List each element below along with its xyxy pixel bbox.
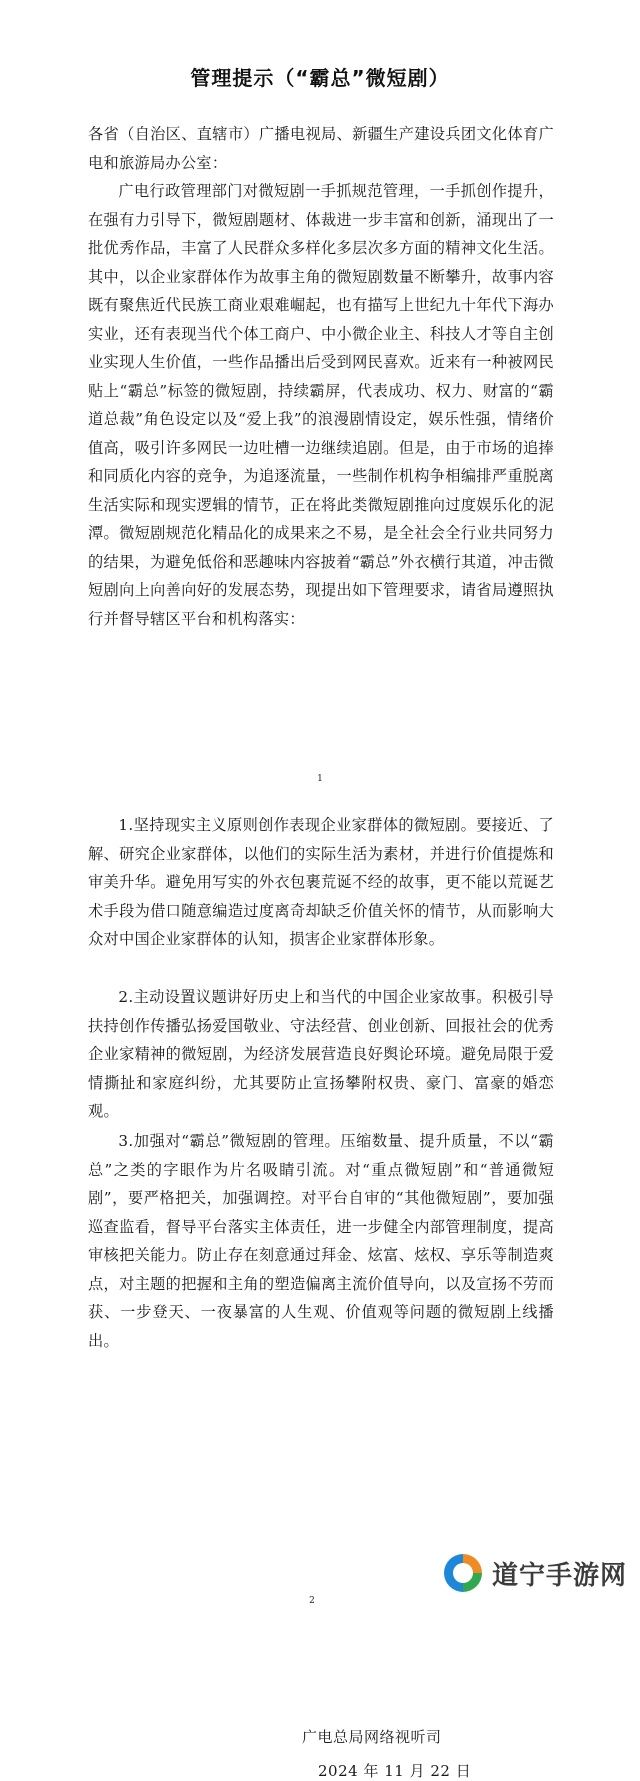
page-number-2: 2 (309, 1596, 315, 1606)
watermark-text: 道宁手游网 (492, 1560, 628, 1591)
page-number-1: 1 (317, 774, 323, 784)
page-title: 管理提示（“霸总”微短剧） (190, 66, 450, 90)
requirement-item-2: 2.主动设置议题讲好历史上和当代的中国企业家故事。积极引导扶持创作传播弘扬爱国敬业、守法经营、创业创新、回报社会的优秀企业家精神的微短剧，为经济发展营造良好舆论环境。避免局限于爱情撕扯和家庭纠纷，尤其要防止宣扬攀附权贵、豪门、富豪的婚恋观。 (88, 988, 554, 1120)
intro-paragraph: 广电行政管理部门对微短剧一手抓规范管理，一手抓创作提升，在强有力引导下，微短剧题材、体裁进一步丰富和创新，涌现出了一批优秀作品，丰富了人民群众多样化多层次多方面的精神文化生活。其中，以企业家群体作为故事主角的微短剧数量不断攀升，故事内容既有聚焦近代民族工商业艰难崛起，也有描写上世纪九十年代下海办实业，还有表现当代个体工商户、中小微企业主、科技人才等自主创业实现人生价值，一些作品播出后受到网民喜欢。近来有一种被网民贴上“霸总”标签的微短剧，持续霸屏，代表成功、权力、财富的“霸道总裁”角色设定以及“爱上我”的浪漫剧情设定，娱乐性强，情绪价值高，吸引许多网民一边吐槽一边继续追剧。但是，由于市场的追捧和同质化内容的竞争，为追逐流量，一些制作机构争相编排严重脱离生活实际和现实逻辑的情节，正在将此类微短剧推向过度娱乐化的泥潭。微短剧规范化精品化的成果来之不易，是全社会全行业共同努力的结果，为避免低俗和恶趣味内容披着“霸总”外衣横行其道，冲击微短剧向上向善向好的发展态势，现提出如下管理要求，请省局遵照执行并督导辖区平台和机构落实： (88, 182, 554, 628)
signature-date: 2024 年 11 月 22 日 (318, 1762, 472, 1780)
watermark (440, 1548, 627, 1598)
requirement-item-3: 3.加强对“霸总”微短剧的管理。压缩数量、提升质量，不以“霸总”之类的字眼作为片名吸睛引流。对“重点微短剧”和“普通微短剧”，要严格把关，加强调控。对平台自审的“其他微短剧”，要加强巡查监看，督导平台落实主体责任，进一步健全内部管理制度，提高审核把关能力。防止存在刻意通过拜金、炫富、炫权、享乐等制造爽点，对主题的把握和主角的塑造偏离主流价值导向，以及宣扬不劳而获、一步登天、一夜暴富的人生观、价值观等问题的微短剧上线播出。 (88, 1132, 554, 1350)
salutation: 各省（自治区、直辖市）广播电视局、新疆生产建设兵团文化体育广电和旅游局办公室： (88, 125, 554, 172)
requirement-item-1: 1.坚持现实主义原则创作表现企业家群体的微短剧。要接近、了解、研究企业家群体，以他们的实际生活为素材，并进行价值提炼和审美升华。避免用写实的外衣包裹荒诞不经的故事，更不能以荒诞艺术手段为借口随意编造过度离奇却缺乏价值关怀的情节，从而影响大众对中国企业家群体的认知，损害企业家群体形象。 (88, 816, 554, 948)
swirl-logo-icon (440, 1550, 486, 1596)
signature-org: 广电总局网络视听司 (302, 1728, 442, 1746)
